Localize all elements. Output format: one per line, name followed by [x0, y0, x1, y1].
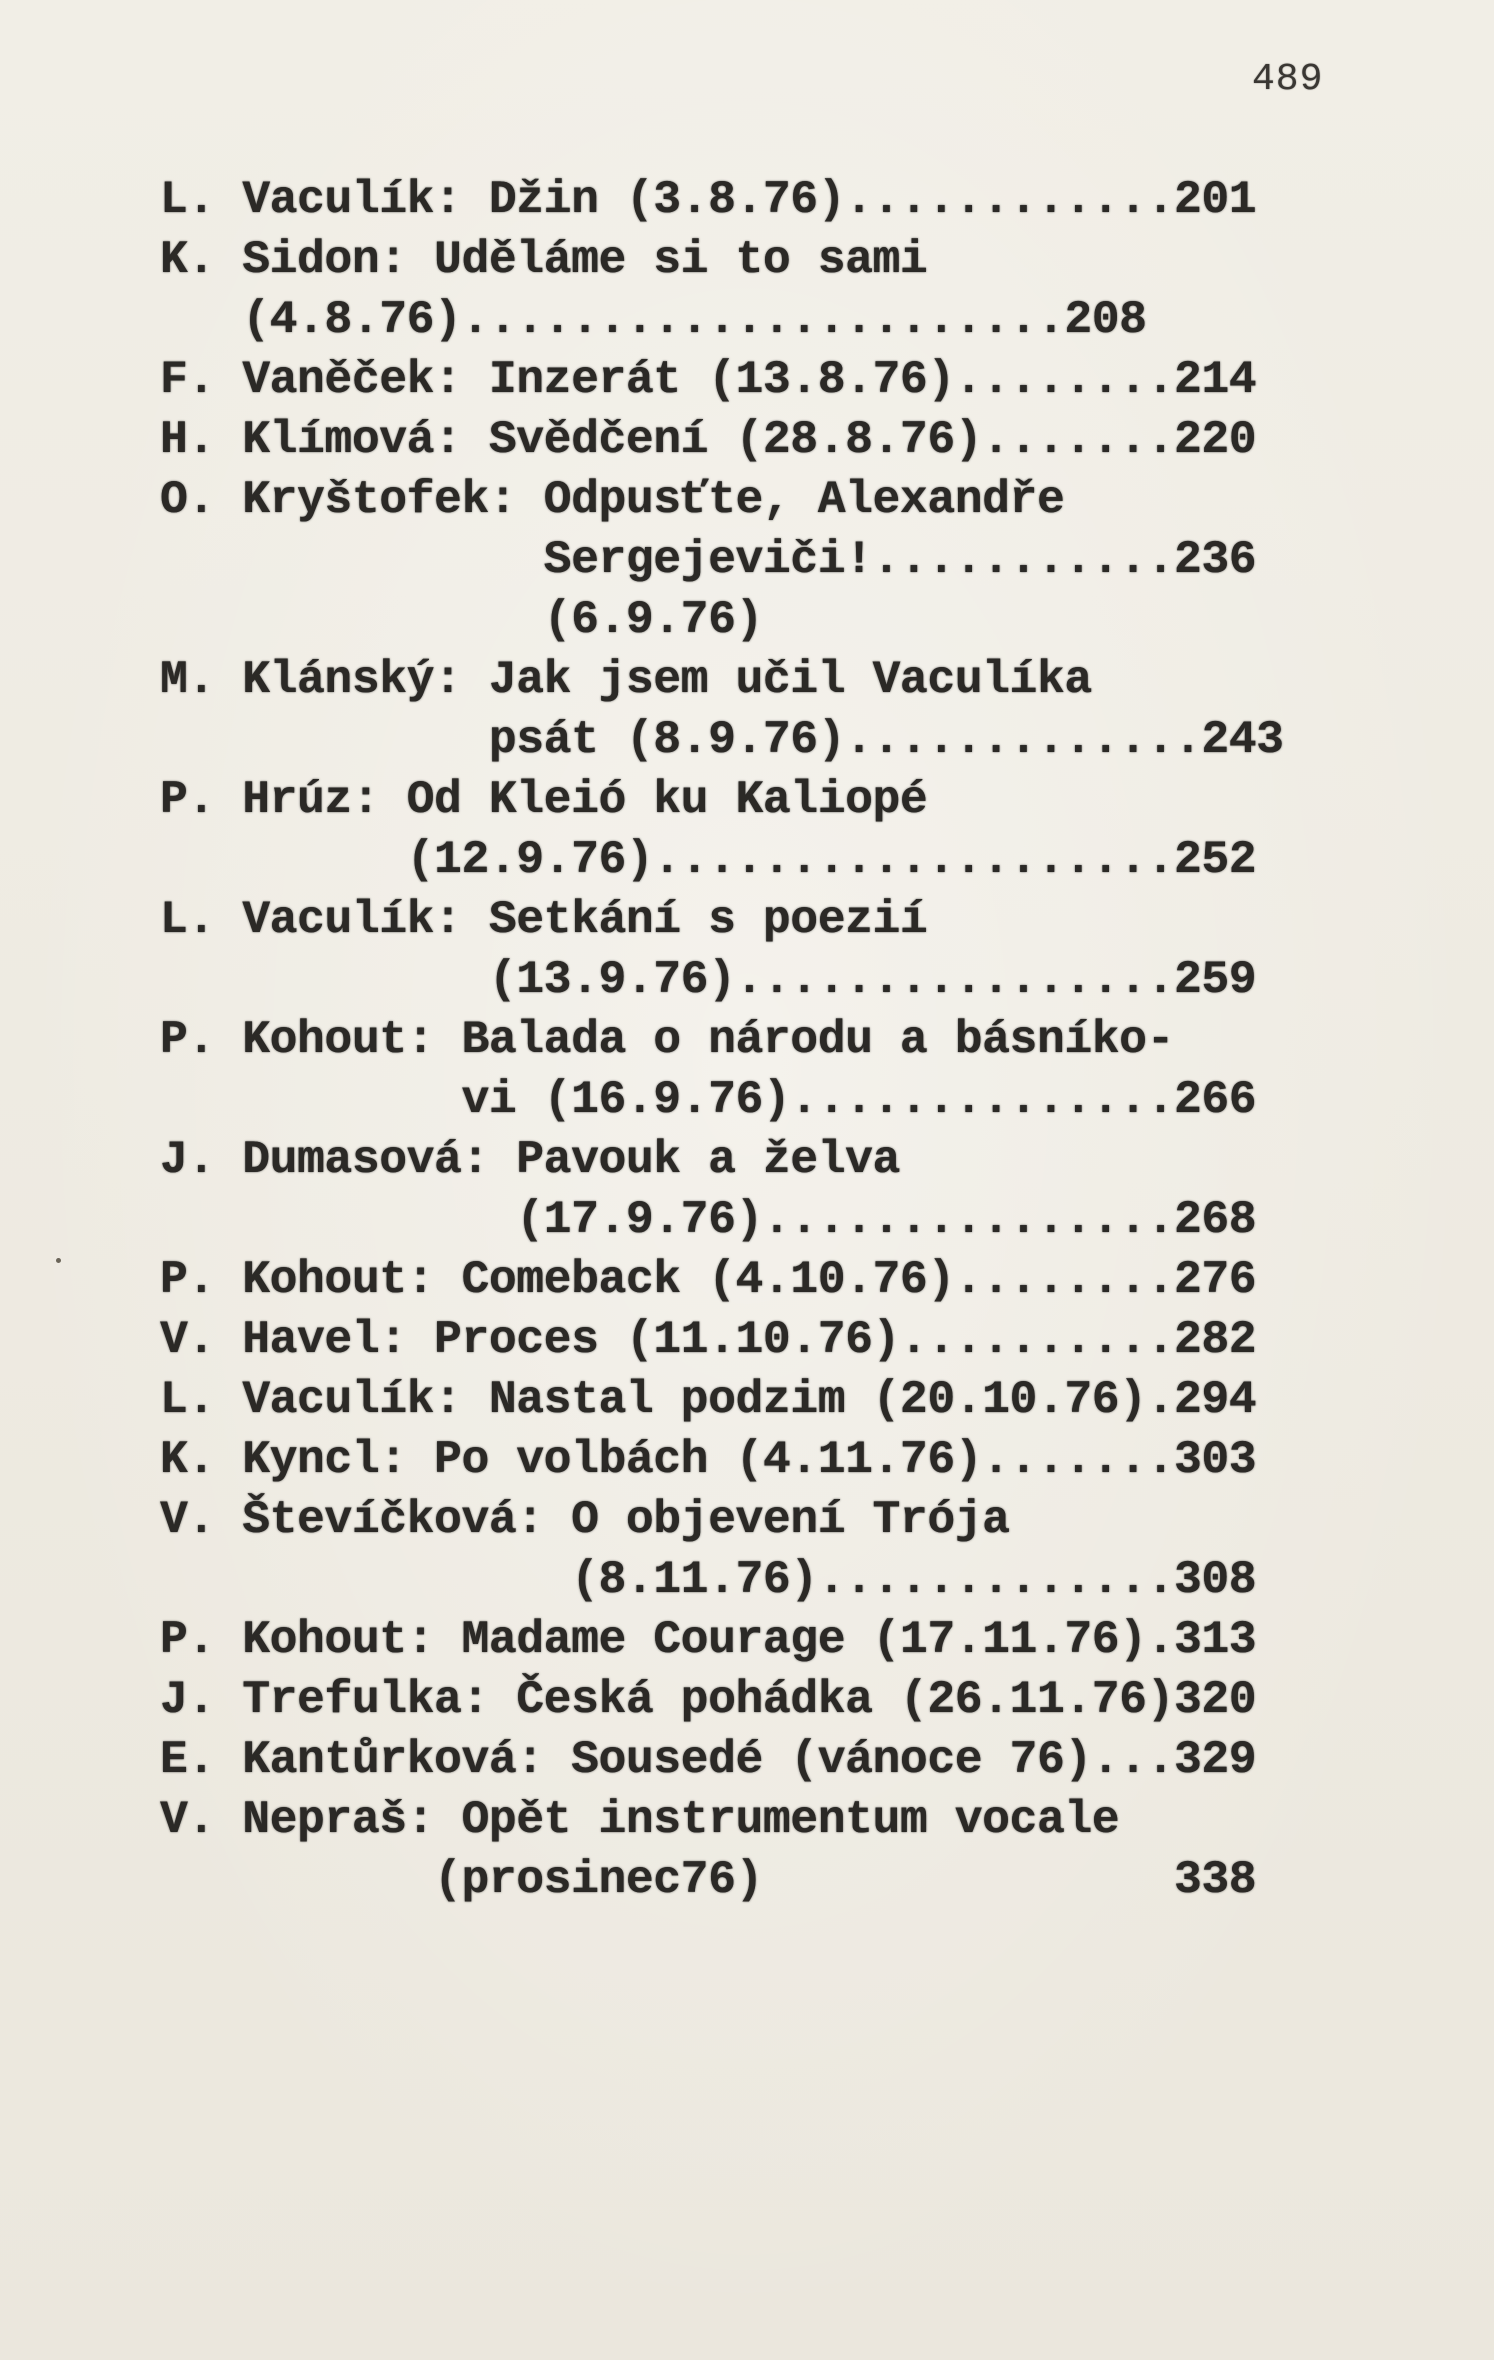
toc-entry: [160, 1490, 1400, 1610]
toc-line: (8.11.76).............308: [160, 1553, 1257, 1606]
toc-line: (17.9.76)...............268: [160, 1193, 1257, 1246]
toc-line: F. Vaněček: Inzerát (13.8.76)........214: [160, 353, 1257, 406]
toc-line: P. Hrúz: Od Kleió ku Kaliopé: [160, 773, 928, 826]
table-of-contents: [160, 170, 1400, 1910]
toc-entry: [160, 1730, 1400, 1790]
toc-entry: [160, 1250, 1400, 1310]
paper-speck: [56, 1258, 61, 1263]
toc-entry: [160, 1430, 1400, 1490]
toc-entry: [160, 1610, 1400, 1670]
toc-line: psát (8.9.76).............243: [160, 713, 1284, 766]
toc-entry: [160, 230, 1400, 350]
toc-line: L. Vaculík: Nastal podzim (20.10.76).294: [160, 1373, 1257, 1426]
toc-line: V. Havel: Proces (11.10.76)..........282: [160, 1313, 1257, 1366]
toc-line: (prosinec76) 338: [160, 1853, 1257, 1906]
toc-line: K. Sidon: Uděláme si to sami: [160, 233, 928, 286]
toc-line: P. Kohout: Madame Courage (17.11.76).313: [160, 1613, 1257, 1666]
toc-entry: [160, 1310, 1400, 1370]
toc-line: V. Števíčková: O objevení Trója: [160, 1493, 1010, 1546]
toc-line: M. Klánský: Jak jsem učil Vaculíka: [160, 653, 1092, 706]
toc-line: P. Kohout: Balada o národu a básníko-: [160, 1013, 1174, 1066]
toc-line: E. Kantůrková: Sousedé (vánoce 76)...329: [160, 1733, 1257, 1786]
toc-line: P. Kohout: Comeback (4.10.76)........276: [160, 1253, 1257, 1306]
toc-entry: [160, 890, 1400, 1010]
toc-entry: [160, 1370, 1400, 1430]
toc-entry: [160, 170, 1400, 230]
toc-line: J. Trefulka: Česká pohádka (26.11.76)320: [160, 1673, 1257, 1726]
toc-line: H. Klímová: Svědčení (28.8.76).......220: [160, 413, 1257, 466]
toc-line: L. Vaculík: Setkání s poezií: [160, 893, 928, 946]
toc-line: (6.9.76): [160, 593, 763, 646]
toc-line: K. Kyncl: Po volbách (4.11.76).......303: [160, 1433, 1257, 1486]
toc-line: vi (16.9.76)..............266: [160, 1073, 1257, 1126]
toc-entry: [160, 410, 1400, 470]
toc-entry: [160, 1010, 1400, 1130]
toc-line: (13.9.76)................259: [160, 953, 1257, 1006]
toc-entry: [160, 470, 1400, 650]
toc-entry: [160, 650, 1400, 770]
toc-line: J. Dumasová: Pavouk a želva: [160, 1133, 900, 1186]
toc-line: (4.8.76)......................208: [160, 293, 1147, 346]
toc-entry: [160, 770, 1400, 890]
toc-line: V. Nepraš: Opět instrumentum vocale: [160, 1793, 1120, 1846]
toc-line: (12.9.76)...................252: [160, 833, 1257, 886]
page-number: 489: [1252, 58, 1324, 101]
toc-line: Sergejeviči!...........236: [160, 533, 1257, 586]
toc-entry: [160, 1670, 1400, 1730]
toc-entry: [160, 350, 1400, 410]
toc-line: O. Kryštofek: Odpusťte, Alexandře: [160, 473, 1065, 526]
toc-entry: [160, 1130, 1400, 1250]
toc-line: L. Vaculík: Džin (3.8.76)............201: [160, 173, 1257, 226]
toc-entry: [160, 1790, 1400, 1910]
